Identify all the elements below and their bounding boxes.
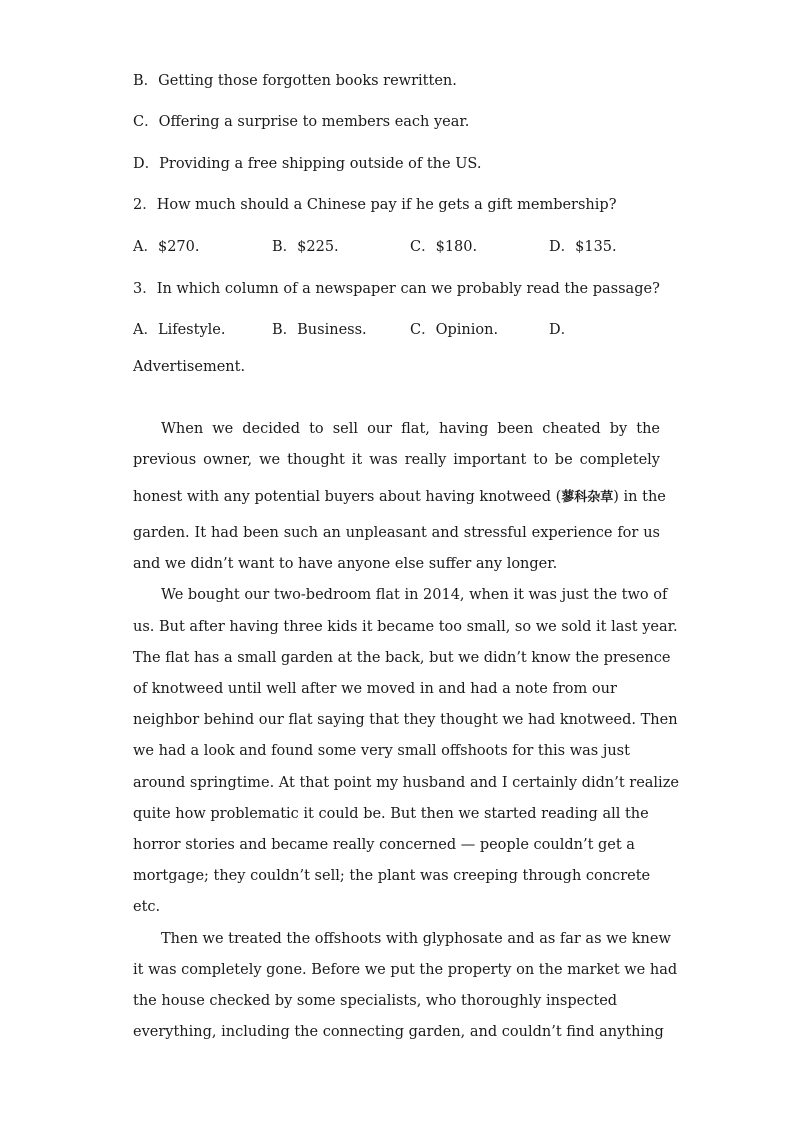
q3-option-c: C．Opinion. — [410, 322, 499, 338]
q2-option-c: C．$180. — [410, 239, 478, 255]
passage-text: honest with any potential buyers about having knotweed ( — [133, 489, 562, 505]
q3-option-a: A．Lifestyle. — [133, 322, 226, 338]
passage-line: When we decided to sell our flat, having been cheated by the — [161, 421, 660, 437]
passage-line: we had a look and found some very small offshoots for this was just — [133, 743, 630, 759]
passage-line: garden. It had been such an unpleasant and stressful experience for us — [133, 525, 660, 541]
q1-option-d: D．Providing a free shipping outside of the US. — [133, 156, 482, 172]
passage-text: ) in the — [613, 489, 666, 505]
q2-option-a: A．$270. — [133, 239, 200, 255]
passage-line: mortgage; they couldn’t sell; the plant was creeping through concrete — [133, 868, 651, 884]
chinese-gloss: 蓼科杂草 — [561, 490, 614, 505]
passage-line: us. But after having three kids it became too small, so we sold it last year. — [133, 619, 678, 635]
passage-line: previous owner, we thought it was really important to be completely — [133, 452, 660, 468]
q1-option-b: B．Getting those forgotten books rewritten. — [133, 73, 457, 89]
q3-option-d-text: Advertisement. — [133, 359, 246, 375]
passage-line: the house checked by some specialists, who thoroughly inspected — [133, 993, 618, 1009]
q2-option-d: D．$135. — [549, 239, 617, 255]
passage-line-with-gloss — [133, 487, 666, 508]
passage-line: neighbor behind our flat saying that they thought we had knotweed. Then — [133, 712, 678, 728]
q1-option-c: C．Offering a surprise to members each year. — [133, 114, 470, 130]
q2-stem: 2．How much should a Chinese pay if he gets a gift membership? — [133, 197, 617, 213]
passage-line: Then we treated the offshoots with glyphosate and as far as we knew — [161, 931, 671, 947]
passage-line: everything, including the connecting garden, and couldn’t find anything — [133, 1024, 664, 1040]
q2-option-b: B．$225. — [272, 239, 339, 255]
passage-line: horror stories and became really concerned — people couldn’t get a — [133, 837, 635, 853]
passage-line: of knotweed until well after we moved in and had a note from our — [133, 681, 617, 697]
passage-line: it was completely gone. Before we put the property on the market we had — [133, 962, 678, 978]
passage-line: quite how problematic it could be. But then we started reading all the — [133, 806, 649, 822]
q3-option-b: B．Business. — [272, 322, 367, 338]
passage-line: around springtime. At that point my husband and I certainly didn’t realize — [133, 775, 679, 791]
q3-stem: 3．In which column of a newspaper can we probably read the passage? — [133, 281, 660, 297]
passage-line: The flat has a small garden at the back, but we didn’t know the presence — [133, 650, 671, 666]
passage-line: We bought our two-bedroom flat in 2014, when it was just the two of — [161, 587, 668, 603]
passage-line: etc. — [133, 899, 161, 915]
q3-option-d: D． — [549, 322, 576, 338]
passage-line: and we didn’t want to have anyone else suffer any longer. — [133, 556, 558, 572]
